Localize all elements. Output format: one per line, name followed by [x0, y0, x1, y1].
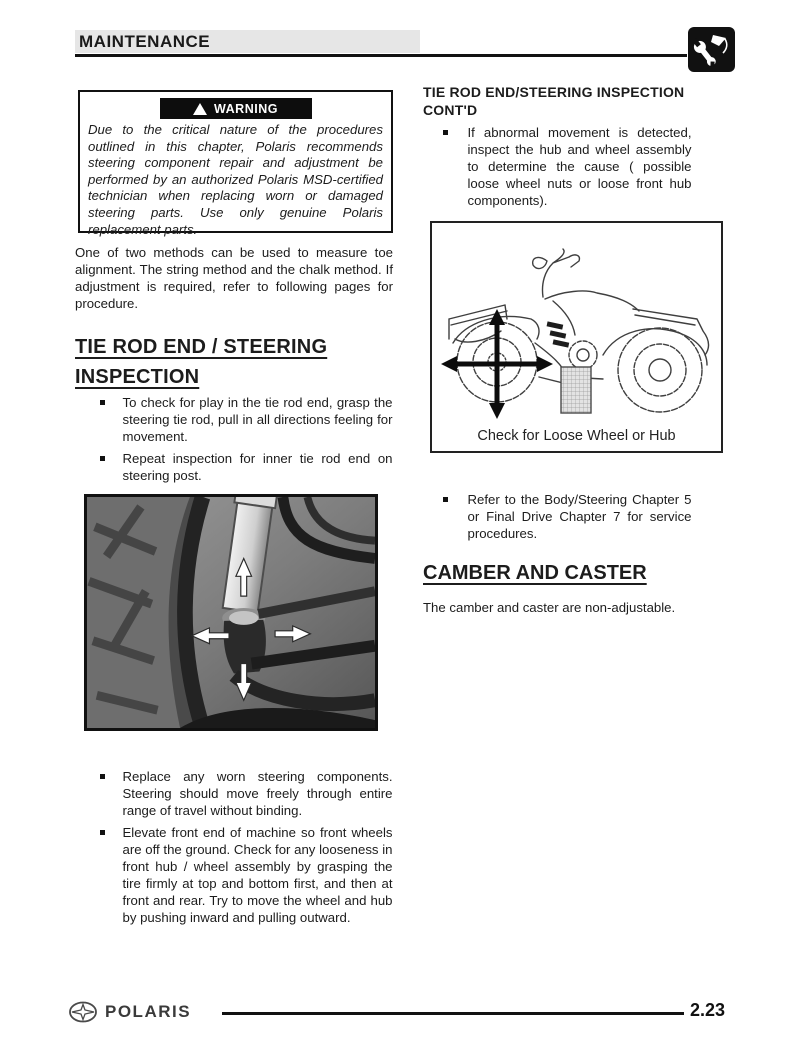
warning-header: [160, 98, 312, 119]
warning-triangle-icon: [193, 103, 207, 115]
wrench-tools-icon: [688, 27, 735, 72]
brand-wordmark: POLARIS: [105, 1002, 192, 1021]
tie-rod-bullet-list: [100, 394, 393, 489]
abnormal-movement-bullet-list: [443, 124, 693, 214]
list-item: Replace any worn steering components. Steering should move freely through entire range of travel without binding.: [100, 768, 393, 819]
bullet-square-icon: [100, 400, 105, 405]
chapter-title: MAINTENANCE: [79, 31, 211, 51]
polaris-logo: [68, 1001, 191, 1023]
atv-figure: [430, 221, 723, 453]
polaris-star-icon: [68, 1001, 98, 1023]
section-heading-cont: TIE ROD END/STEERING INSPECTION CONT'D: [423, 84, 685, 118]
list-item: Refer to the Body/Steering Chapter 5 or Final Drive Chapter 7 for service procedures.: [443, 491, 693, 542]
bullet-square-icon: [443, 130, 448, 135]
section-heading-camber: CAMBER AND CASTER: [423, 562, 647, 584]
section-heading-tie-rod: TIE ROD END / STEERING INSPECTION: [75, 336, 328, 388]
atv-line-drawing: [435, 227, 718, 427]
refer-chapter-bullet-list: [443, 491, 693, 547]
warning-box: [78, 90, 393, 237]
bullet-square-icon: [100, 830, 105, 835]
bullet-square-icon: [100, 456, 105, 461]
list-item: To check for play in the tie rod end, grasp the steering tie rod, pull in all directions feeling for movement.: [100, 394, 393, 445]
steering-check-bullet-list: [100, 768, 393, 931]
warning-label: WARNING: [214, 101, 278, 116]
list-item: If abnormal movement is detected, inspect the hub and wheel assembly to determine the cause ( possible loose wheel nuts or loose front hub components).: [443, 124, 693, 209]
bullet-square-icon: [100, 774, 105, 779]
list-item: Repeat inspection for inner tie rod end on steering post.: [100, 450, 393, 484]
wrench-icon: [693, 32, 731, 68]
tie-rod-photo-image: [87, 497, 375, 728]
header-rule: [75, 54, 687, 57]
list-item: Elevate front end of machine so front wheels are off the ground. Check for any looseness in front hub / wheel assembly by grasping the tire firmly at top and bottom first, and then at front and rear. Try to move the wheel and hub by pushing inward and pulling outward.: [100, 824, 393, 926]
bullet-square-icon: [443, 497, 448, 502]
intro-paragraph: One of two methods can be used to measure toe alignment. The string method and the chalk method. If adjustment is required, refer to following pages for procedure.: [75, 245, 393, 311]
footer-rule: [222, 1012, 684, 1015]
chapter-header-bar: [75, 30, 420, 53]
tie-rod-photo: [84, 494, 378, 731]
page-number: 2.23: [690, 1000, 726, 1020]
camber-paragraph: The camber and caster are non-adjustable.: [423, 600, 676, 615]
warning-text: Due to the critical nature of the procedures outlined in this chapter, Polaris recommends steering component repair and adjustment be performed by an authorized Polaris MSD-certified technician when replacing worn or damaged steering parts. Use only genuine Polaris replacement parts.: [88, 122, 383, 237]
figure-caption: Check for Loose Wheel or Hub: [477, 428, 676, 444]
